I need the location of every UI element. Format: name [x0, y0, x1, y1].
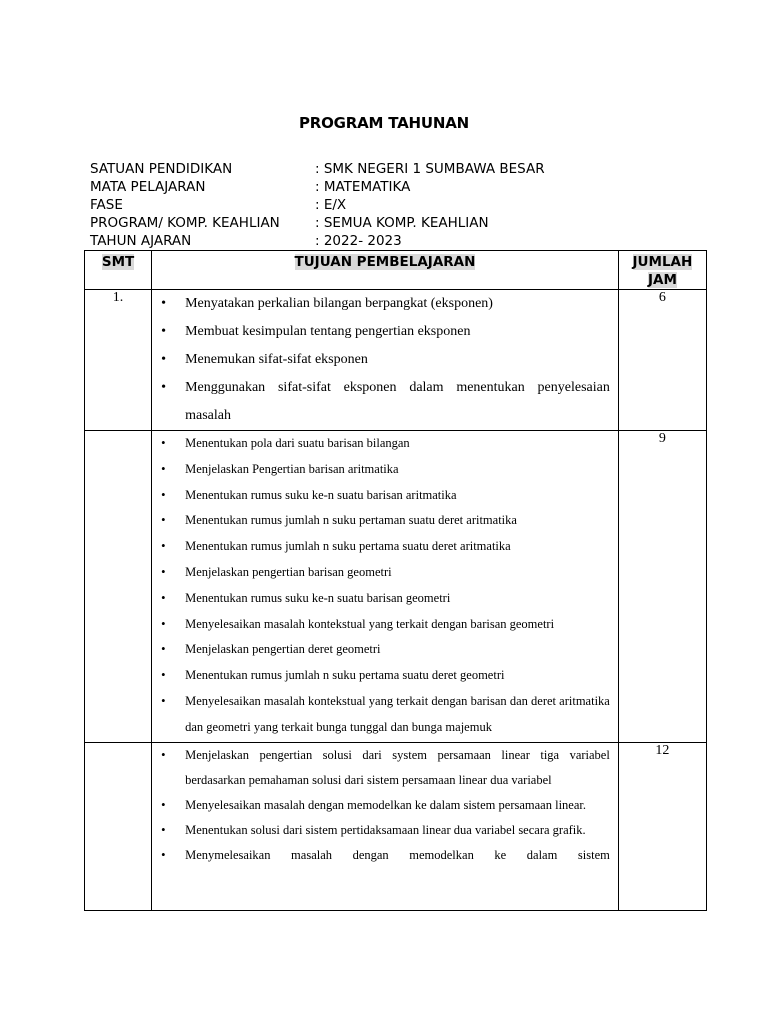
- list-item: • Menymelesaikan masalah dengan memodelkan ke dalam sistem: [185, 843, 610, 868]
- list-item: • Menyatakan perkalian bilangan berpangkat (eksponen): [185, 290, 610, 318]
- table-row: [85, 431, 707, 743]
- tujuan-cell: [152, 290, 619, 431]
- meta-row-fase: [90, 196, 690, 214]
- meta-label: TAHUN AJARAN: [90, 233, 192, 249]
- page-title: PROGRAM TAHUNAN: [298, 114, 470, 132]
- meta-row-satuan: [90, 160, 690, 178]
- header-tujuan: TUJUAN PEMBELAJARAN: [152, 251, 619, 290]
- list-item: • Menyelesaikan masalah kontekstual yang terkait dengan barisan geometri: [185, 612, 610, 638]
- smt-cell: 1.: [85, 290, 152, 431]
- list-item: • Membuat kesimpulan tentang pengertian eksponen: [185, 318, 610, 346]
- list-item: • Menentukan rumus jumlah n suku pertaman suatu deret aritmatika: [185, 508, 610, 534]
- list-item: • Menentukan solusi dari sistem pertidaksamaan linear dua variabel secara grafik.: [185, 818, 610, 843]
- list-item: • Menentukan pola dari suatu barisan bilangan: [185, 431, 610, 457]
- meta-label: PROGRAM/ KOMP. KEAHLIAN: [90, 215, 280, 231]
- list-item: • Menjelaskan pengertian barisan geometri: [185, 560, 610, 586]
- header-jumlah-jam: JUMLAH JAM: [618, 251, 706, 290]
- list-item: • Menyelesaikan masalah kontekstual yang terkait dengan barisan dan deret aritmatika dan geometri yang terkait bunga tunggal dan bunga majemuk: [185, 689, 610, 741]
- meta-label: SATUAN PENDIDIKAN: [90, 161, 233, 177]
- jam-cell: 6: [618, 290, 706, 431]
- list-item: • Menentukan rumus jumlah n suku pertama suatu deret geometri: [185, 663, 610, 689]
- list-item: • Menemukan sifat-sifat eksponen: [185, 346, 610, 374]
- tujuan-cell: [152, 431, 619, 743]
- meta-label: FASE: [90, 197, 123, 213]
- list-item: • Menjelaskan Pengertian barisan aritmatika: [185, 457, 610, 483]
- list-item: • Menentukan rumus suku ke-n suatu barisan geometri: [185, 586, 610, 612]
- meta-row-program: [90, 214, 690, 232]
- table-row: [85, 743, 707, 911]
- meta-value: : SEMUA KOMP. KEAHLIAN: [315, 215, 489, 231]
- meta-value: : SMK NEGERI 1 SUMBAWA BESAR: [315, 161, 545, 177]
- program-table: [84, 250, 707, 911]
- list-item: • Menjelaskan pengertian deret geometri: [185, 637, 610, 663]
- table-header-row: [85, 251, 707, 290]
- meta-label: MATA PELAJARAN: [90, 179, 206, 195]
- table-row: [85, 290, 707, 431]
- meta-row-tahun: [90, 232, 690, 250]
- document-metadata: [90, 160, 690, 250]
- meta-value: : E/X: [315, 197, 347, 213]
- jam-cell: 12: [618, 743, 706, 911]
- list-item: • Menggunakan sifat-sifat eksponen dalam menentukan penyelesaian masalah: [185, 374, 610, 430]
- list-item: • Menentukan rumus suku ke-n suatu barisan aritmatika: [185, 483, 610, 509]
- jam-cell: 9: [618, 431, 706, 743]
- meta-value: : 2022- 2023: [315, 233, 402, 249]
- list-item: • Menyelesaikan masalah dengan memodelkan ke dalam sistem persamaan linear.: [185, 793, 610, 818]
- meta-row-mapel: [90, 178, 690, 196]
- smt-cell: [85, 431, 152, 743]
- smt-cell: [85, 743, 152, 911]
- list-item: • Menentukan rumus jumlah n suku pertama suatu deret aritmatika: [185, 534, 610, 560]
- list-item: • Menjelaskan pengertian solusi dari system persamaan linear tiga variabel berdasarkan pemahaman solusi dari sistem persamaan linear dua variabel: [185, 743, 610, 793]
- meta-value: : MATEMATIKA: [315, 179, 411, 195]
- tujuan-cell: [152, 743, 619, 911]
- header-smt: SMT: [85, 251, 152, 290]
